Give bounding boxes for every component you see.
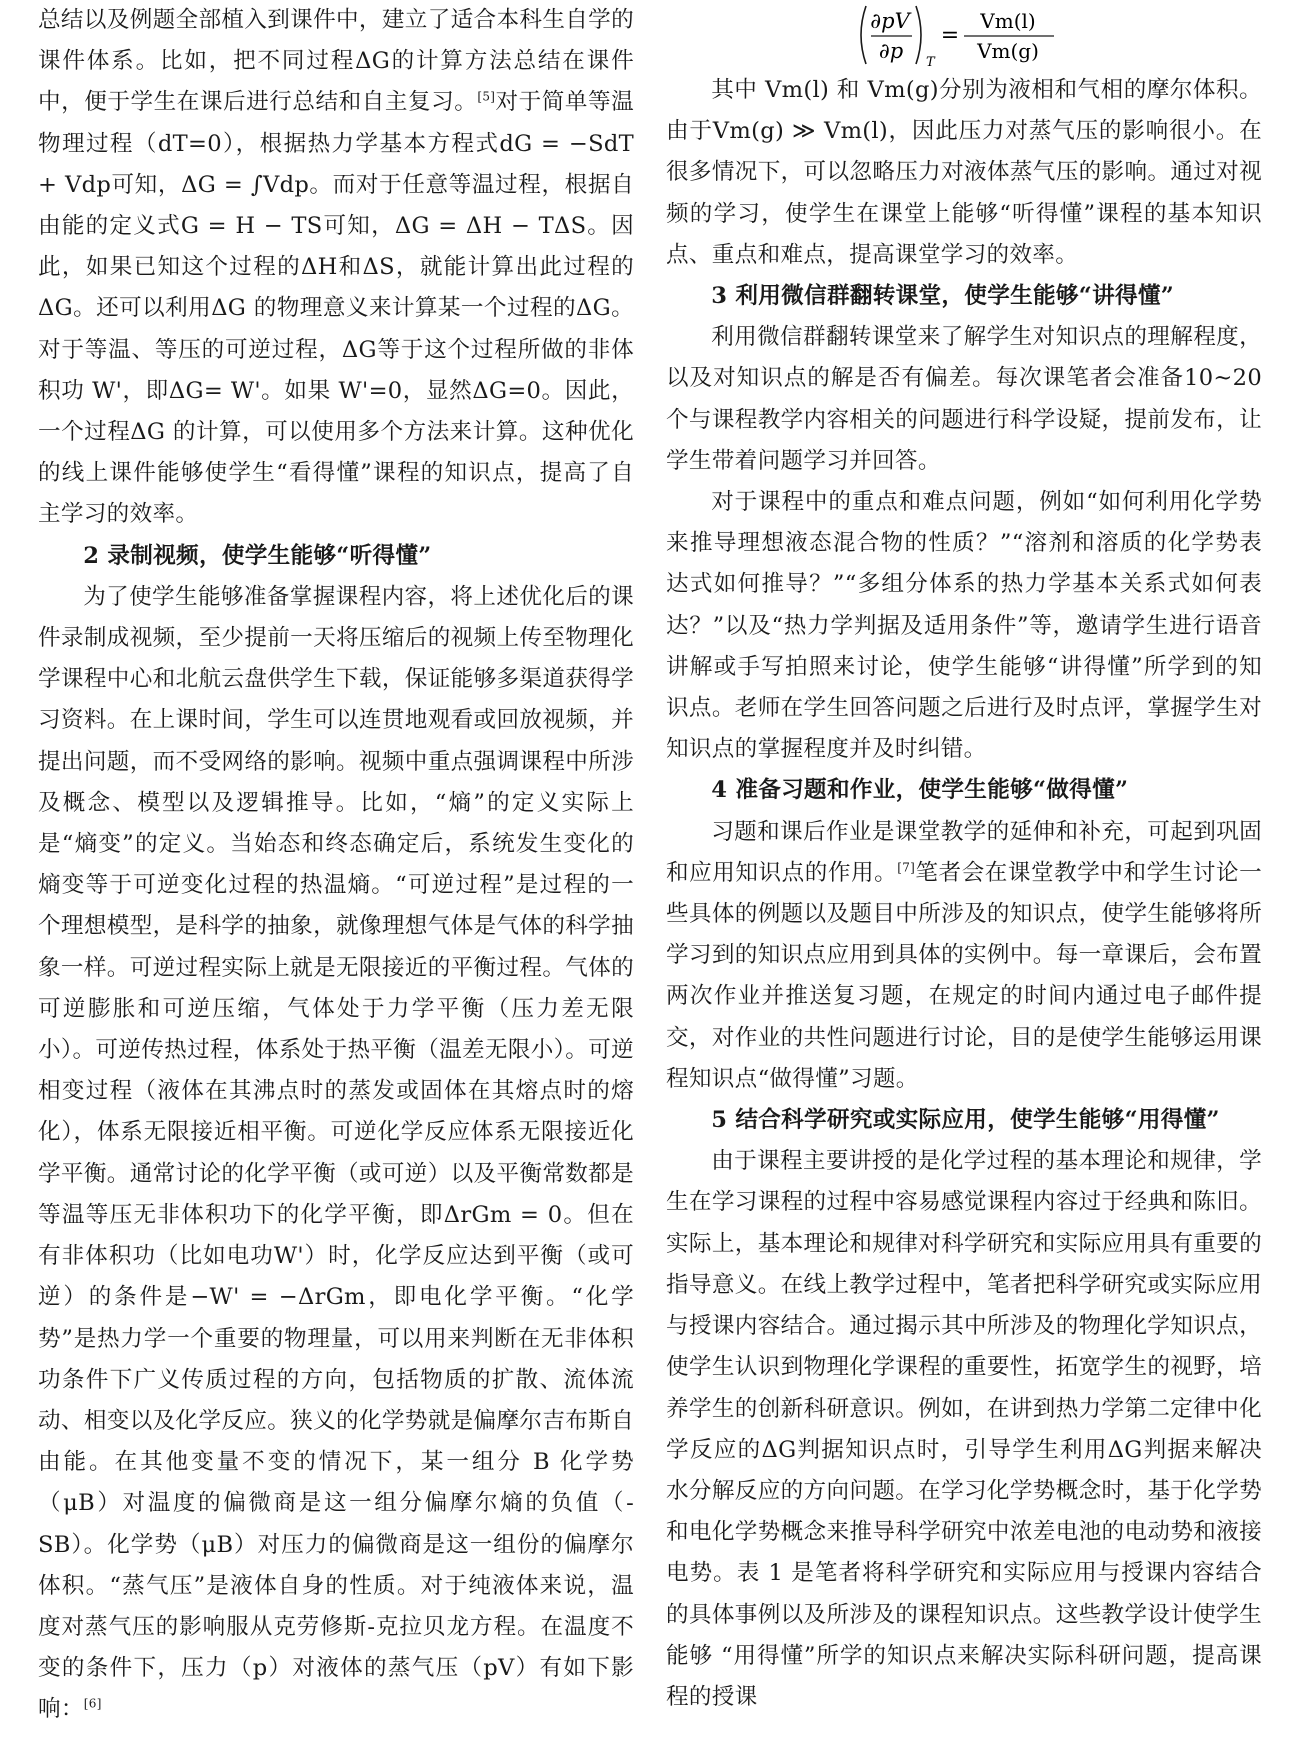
section-heading-3: 3 利用微信群翻转课堂，使学生能够“讲得懂” xyxy=(711,283,1175,310)
paragraph-wechat: 利用微信群翻转课堂来了解学生对知识点的理解程度，以及对知识点的解是否有偏差。每次课笔者会准备10~20 个与课程教学内容相关的问题进行科学设疑，提前发布，让学生带着问题学习并回答。 xyxy=(666,324,1262,474)
paragraph-video xyxy=(38,577,634,1731)
paragraph-application: 由于课程主要讲授的是化学过程的基本理论和规律，学生在学习课程的过程中容易感觉课程内容过于经典和陈旧。实际上，基本理论和规律对科学研究和实际应用具有重要的指导意义。在线上教学过程中，笔者把科学研究或实际应用与授课内容结合。通过揭示其中所涉及的物理化学知识点，使学生认识到物理化学课程的重要性，拓宽学生的视野，培养学生的创新科研意识。例如，在讲到热力学第二定律中化学反应的ΔG判据知识点时，引导学生利用ΔG判据来解决水分解反应的方向问题。在学习化学势概念时，基于化学势和电化学势概念来推导科学研究中浓差电池的电动势和液接电势。表 1 是笔者将科学研究和实际应用与授课内容结合的具体事例以及所涉及的课程知识点。这些教学设计使学生能够 “用得懂”所学的知识点来解决实际科研问题，提高课程的授课 xyxy=(666,1148,1262,1710)
right-column xyxy=(666,0,1262,1718)
paragraph-key-questions: 对于课程中的重点和难点问题，例如“如何利用化学势来推导理想液态混合物的性质？”“溶剂和溶质的化学势表达式如何推导？”“多组分体系的热力学基本关系式如何表达？”以及“热力学判据及适用条件”等，邀请学生进行语音讲解或手写拍照来讨论，使学生能够“讲得懂”所学到的知识点。老师在学生回答问题之后进行及时点评，掌握学生对知识点的掌握程度并及时纠错。 xyxy=(666,489,1262,763)
paragraph-courseware-text: 总结以及例题全部植入到课件中，建立了适合本科生自学的课件体系。比如，把不同过程ΔG的计算方法总结在课件中，便于学生在课后进行总结和自主复习。 xyxy=(38,7,634,116)
formula-lhs-numerator: ∂pV xyxy=(870,9,910,33)
left-column xyxy=(38,0,634,1731)
formula-rhs-denominator: Vm(g) xyxy=(977,39,1039,63)
paragraph-exercises-cont: 笔者会在课堂教学中和学生讨论一些具体的例题以及题目中所涉及的知识点，使学生能够将所学习到的知识点应用到具体的实例中。每一章课后，会布置两次作业并推送复习题，在规定的时间内通过电子邮件提交，对作业的共性问题进行讨论，目的是使学生能够运用课程知识点“做得懂”习题。 xyxy=(666,859,1263,1092)
paragraph-exercises xyxy=(666,812,1262,1100)
vapor-pressure-formula xyxy=(666,0,1262,70)
formula-paren-right xyxy=(916,6,921,64)
formula-lhs-denominator: ∂p xyxy=(878,39,904,63)
citation-6: [6] xyxy=(83,1696,102,1711)
formula-equals: = xyxy=(940,23,960,48)
citation-7: [7] xyxy=(897,860,916,875)
formula-subscript: T xyxy=(926,55,935,68)
formula-rhs-numerator: Vm(l) xyxy=(980,9,1036,33)
citation-5: [5] xyxy=(477,89,496,104)
paragraph-courseware xyxy=(38,0,634,536)
paragraph-video-text: 为了使学生能够准备掌握课程内容，将上述优化后的课件录制成视频，至少提前一天将压缩后的视频上传至物理化学课程中心和北航云盘供学生下载，保证能够多渠道获得学习资料。在上课时间，学生可以连贯地观看或回放视频，并提出问题，而不受网络的影响。视频中重点强调课程中所涉及概念、模型以及逻辑推导。比如，“熵”的定义实际上是“熵变”的定义。当始态和终态确定后，系统发生变化的熵变等于可逆变化过程的热温熵。“可逆过程”是过程的一个理想模型，是科学的抽象，就像理想气体是气体的科学抽象一样。可逆过程实际上就是无限接近的平衡过程。气体的可逆膨胀和可逆压缩，气体处于力学平衡（压力差无限小）。可逆传热过程，体系处于热平衡（温差无限小）。可逆相变过程（液体在其沸点时的蒸发或固体在其熔点时的熔化），体系无限接近相平衡。可逆化学反应体系无限接近化学平衡。通常讨论的化学平衡（或可逆）以及平衡常数都是等温等压无非体积功下的化学平衡，即ΔrGm = 0。但在有非体积功（比如电功W'）时，化学反应达到平衡（或可逆）的条件是−W' = −ΔrGm，即电化学平衡。“化学势”是热力学一个重要的物理量，可以用来判断在无非体积功条件下广义传质过程的方向，包括物质的扩散、流体流动、相变以及化学反应。狭义的化学势就是偏摩尔吉布斯自由能。在其他变量不变的情况下，某一组分 B 化学势（μB）对温度的偏微商是这一组分偏摩尔熵的负值（-SB）。化学势（μB）对压力的偏微商是这一组份的偏摩尔体积。“蒸气压”是液体自身的性质。对于纯液体来说，温度对蒸气压的影响服从克劳修斯-克拉贝龙方程。在温度不变的条件下，压力（p）对液体的蒸气压（pV）有如下影响： xyxy=(38,583,634,1723)
section-heading-2: 2 录制视频，使学生能够“听得懂” xyxy=(83,542,432,569)
paragraph-courseware-cont: 对于简单等温物理过程（dT=0），根据热力学基本方程式dG = −SdT + Vdp可知，ΔG = ∫Vdp。而对于任意等温过程，根据自由能的定义式G = H − TS可知，ΔG = ΔH − TΔS。因此，如果已知这个过程的ΔH和ΔS，就能计算出此过程的ΔG。还可以利用ΔG 的物理意义来计算某一个过程的ΔG。对于等温、等压的可逆过程，ΔG等于这个过程所做的非体积功 W'，即ΔG= W'。如果 W'=0，显然ΔG=0。因此，一个过程ΔG 的计算，可以使用多个方法来计算。这种优化的线上课件能够使学生“看得懂”课程的知识点，提高了自主学习的效率。 xyxy=(38,89,634,528)
formula-graphic xyxy=(854,2,1094,68)
section-heading-5: 5 结合科学研究或实际应用，使学生能够“用得懂” xyxy=(711,1107,1220,1134)
section-heading-4: 4 准备习题和作业，使学生能够“做得懂” xyxy=(711,777,1129,804)
paragraph-exercises-text: 习题和课后作业是课堂教学的延伸和补充，可起到巩固和应用知识点的作用。 xyxy=(666,818,1262,886)
formula-paren-left xyxy=(861,6,866,64)
paragraph-molar-volume: 其中 Vm(l) 和 Vm(g)分别为液相和气相的摩尔体积。由于Vm(g) ≫ Vm(l)，因此压力对蒸气压的影响很小。在很多情况下，可以忽略压力对液体蒸气压的影响。通过对视频的学习，使学生在课堂上能够“听得懂”课程的基本知识点、重点和难点，提高课堂学习的效率。 xyxy=(666,77,1262,268)
